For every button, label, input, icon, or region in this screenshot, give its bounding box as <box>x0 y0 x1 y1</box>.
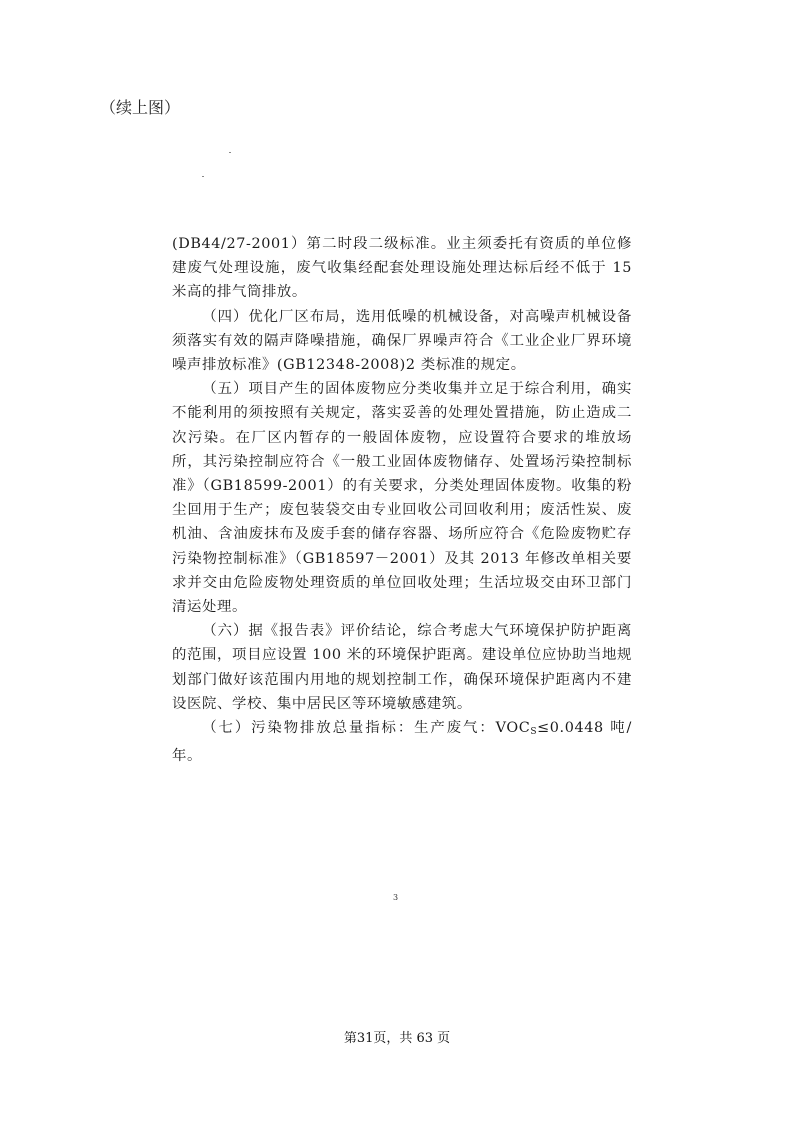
paragraph-item-4: （四）优化厂区布局，选用低噪的机械设备，对高噪声机械设备须落实有效的隔声降噪措施，确保厂界噪声符合《工业企业厂界环境噪声排放标准》(GB12348-2008)2 类标准的规定。 <box>172 308 632 374</box>
paragraph-item-7-suffix: ≤0.0448 吨/年。 <box>172 720 632 765</box>
scan-speck <box>229 152 231 153</box>
voc-subscript: S <box>530 727 538 738</box>
original-page-number: 3 <box>393 893 399 902</box>
paragraph-item-7-prefix: （七）污染物排放总量指标：生产废气：VOC <box>202 720 531 737</box>
scan-speck <box>202 176 204 177</box>
paragraph-item-7 <box>172 716 632 768</box>
body-text <box>172 232 632 768</box>
paragraph-continuation: (DB44/27-2001）第二时段二级标准。业主须委托有资质的单位修建废气处理设施，废气收集经配套处理设施处理达标后经不低于 15 米高的排气筒排放。 <box>172 236 632 301</box>
paragraph-item-5: （五）项目产生的固体废物应分类收集并立足于综合利用，确实不能利用的须按照有关规定，落实妥善的处理处置措施，防止造成二次污染。在厂区内暂存的一般固体废物，应设置符合要求的堆放场所，其污染控制应符合《一般工业固体废物储存、处置场污染控制标准》（GB18599-2001）的有关要求，分类处理固体废物。收集的粉尘回用于生产；废包装袋交由专业回收公司回收利用；废活性炭、废机油、含油废抹布及废手套的储存容器、场所应符合《危险废物贮存污染物控制标准》（GB18597－2001）及其 2013 年修改单相关要求并交由危险废物处理资质的单位回收处理；生活垃圾交由环卫部门清运处理。 <box>172 381 632 616</box>
page-footer: 第31页，共 63 页 <box>343 1031 451 1046</box>
continued-label: （续上图） <box>100 98 181 117</box>
paragraph-item-6: （六）据《报告表》评价结论，综合考虑大气环境保护防护距离的范围，项目应设置 100 米的环境保护距离。建设单位应协助当地规划部门做好该范围内用地的规划控制工作，确保环境保护距离内不建设医院、学校、集中居民区等环境敏感建筑。 <box>172 623 632 712</box>
